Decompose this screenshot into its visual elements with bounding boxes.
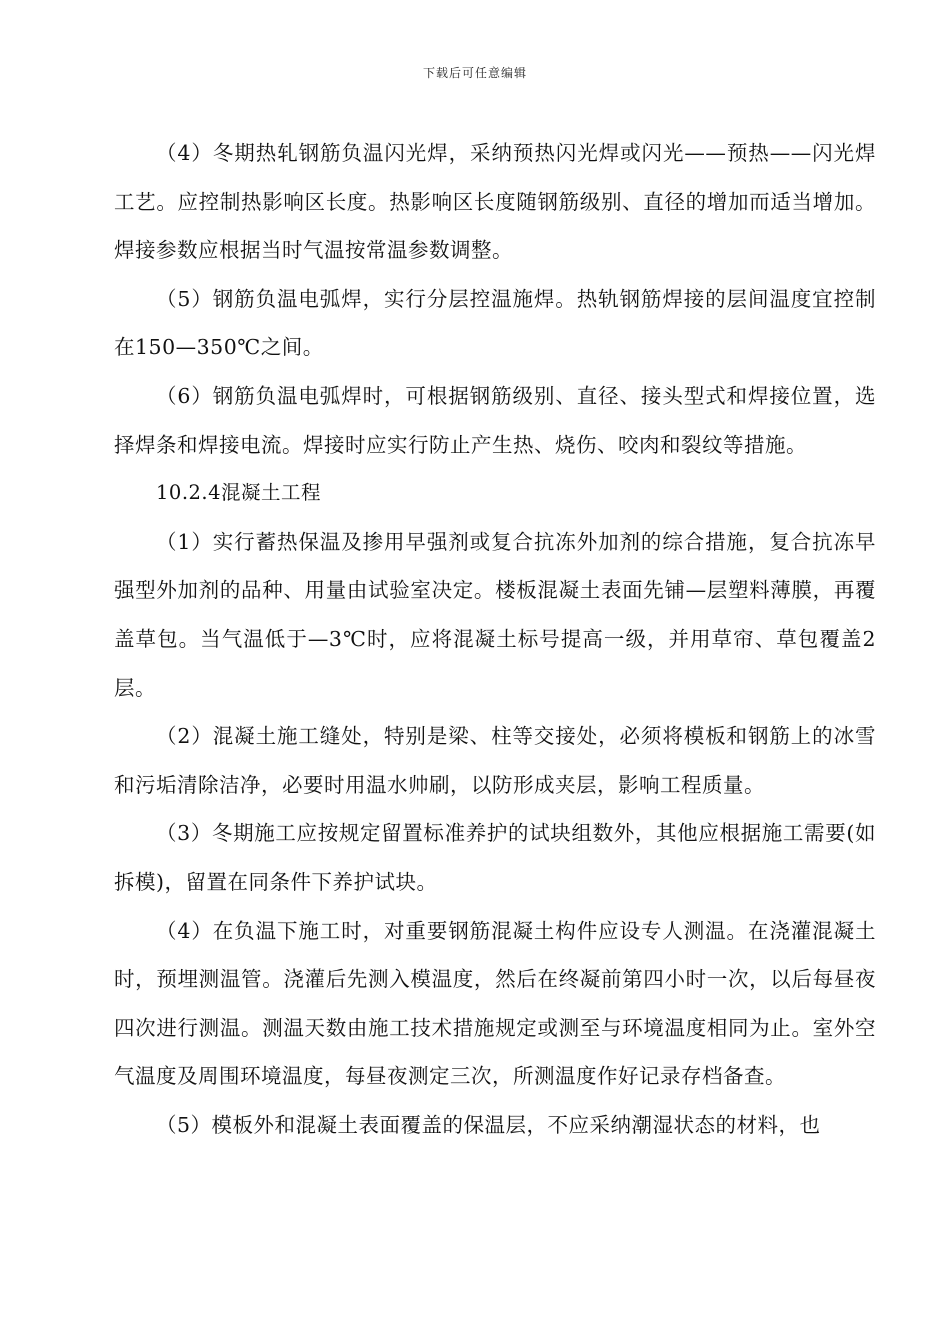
paragraph-test-blocks: （3）冬期施工应按规定留置标准养护的试块组数外，其他应根据施工需要(如拆模)，留置在同条件下养护试块。 (114, 821, 876, 894)
paragraph-construction-joints: （2）混凝土施工缝处，特别是梁、柱等交接处，必须将模板和钢筋上的冰雪和污垢清除洁净，必要时用温水帅刷，以防形成夹层，影响工程质量。 (114, 724, 876, 797)
paragraph-insulation-layer: （5）模板外和混凝土表面覆盖的保温层，不应采纳潮湿状态的材料，也 (156, 1112, 821, 1137)
document-body (114, 129, 876, 1149)
page-header: 下载后可任意编辑 (422, 66, 527, 80)
paragraph-temperature-monitoring: （4）在负温下施工时，对重要钢筋混凝土构件应设专人测温。在浇灌混凝土时，预埋测温管。浇灌后先测入模温度，然后在终凝前第四小时一次，以后每昼夜四次进行测温。测温天数由施工技术措施规定或测至与环境温度相同为止。室外空气温度及周围环境温度，每昼夜测定三次，所测温度作好记录存档备查。 (114, 918, 876, 1089)
paragraph-arc-welding-electrode: （6）钢筋负温电弧焊时，可根据钢筋级别、直径、接头型式和焊接位置，选择焊条和焊接电流。焊接时应实行防止产生热、烧伤、咬肉和裂纹等措施。 (114, 383, 876, 457)
paragraph-arc-welding-temperature: （5）钢筋负温电弧焊，实行分层控温施焊。热轨钢筋焊接的层间温度宜控制在150—350℃之间。 (114, 286, 876, 360)
paragraph-flash-butt-welding: （4）冬期热轧钢筋负温闪光焊，采纳预热闪光焊或闪光——预热——闪光焊工艺。应控制热影响区长度。热影响区长度随钢筋级别、直径的增加而适当增加。焊接参数应根据当时气温按常温参数调整。 (114, 141, 876, 263)
section-heading-concrete: 10.2.4混凝土工程 (156, 481, 322, 505)
paragraph-concrete-insulation: （1）实行蓄热保温及掺用早强剂或复合抗冻外加剂的综合措施，复合抗冻早强型外加剂的品种、用量由试验室决定。楼板混凝土表面先铺—层塑料薄膜，再覆盖草包。当气温低于—3℃时，应将混凝土标号提高一级，并用草帘、草包覆盖2层。 (114, 529, 876, 700)
